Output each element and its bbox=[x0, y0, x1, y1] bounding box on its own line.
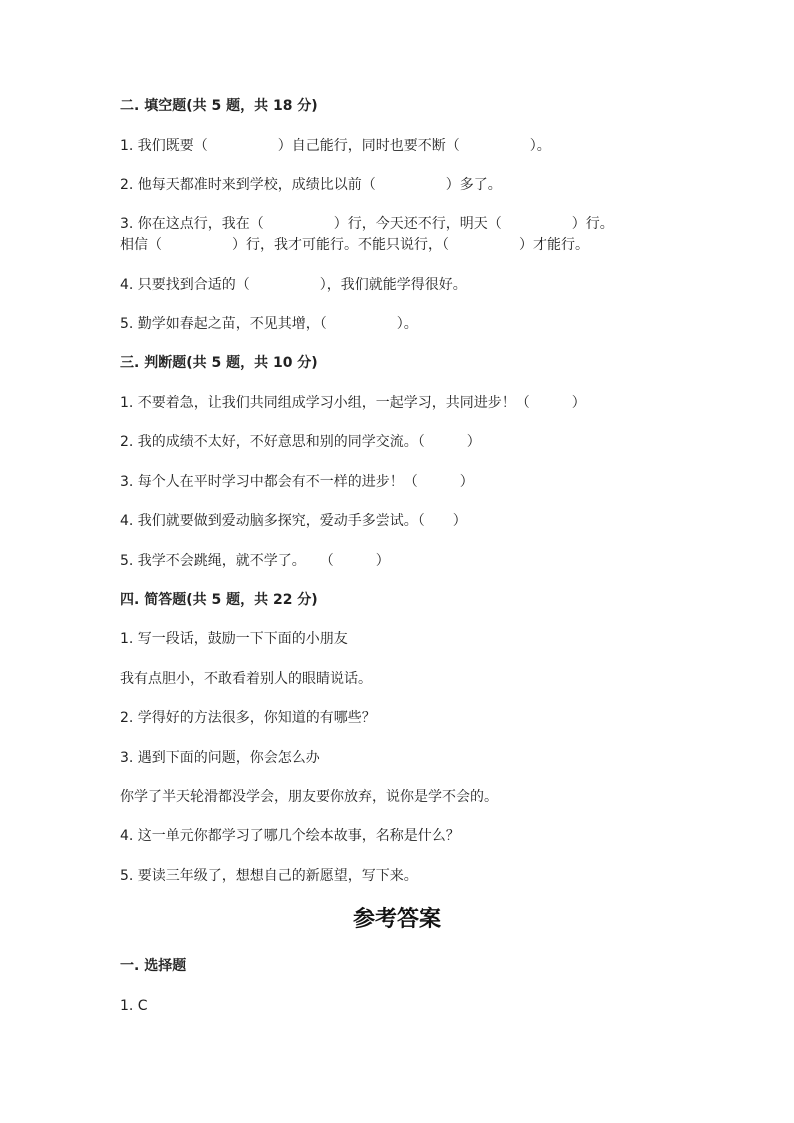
answer-item: 1. C bbox=[120, 998, 148, 1014]
section-heading: 四. 简答题(共 5 题，共 22 分) bbox=[120, 592, 318, 608]
question-item: 2. 我的成绩不太好，不好意思和别的同学交流。（ ） bbox=[120, 434, 481, 450]
question-item: 1. 写一段话，鼓励一下下面的小朋友 bbox=[120, 631, 348, 647]
question-item: 5. 要读三年级了，想想自己的新愿望，写下来。 bbox=[120, 868, 418, 884]
question-item: 5. 勤学如春起之苗，不见其增，（ ）。 bbox=[120, 316, 418, 332]
question-item-continuation: 相信（ ）行，我才可能行。不能只说行，（ ）才能行。 bbox=[120, 237, 589, 253]
answers-title: 参考答案 bbox=[352, 906, 441, 932]
section-heading: 一. 选择题 bbox=[120, 958, 187, 974]
section-heading: 三. 判断题(共 5 题，共 10 分) bbox=[120, 355, 318, 371]
question-item: 3. 遇到下面的问题，你会怎么办 bbox=[120, 750, 320, 766]
question-item: 5. 我学不会跳绳，就不学了。 （ ） bbox=[120, 553, 390, 569]
question-item: 2. 学得好的方法很多，你知道的有哪些？ bbox=[120, 710, 376, 726]
question-item: 4. 这一单元你都学习了哪几个绘本故事，名称是什么？ bbox=[120, 828, 460, 844]
question-item: 4. 我们就要做到爱动脑多探究，爱动手多尝试。（ ） bbox=[120, 513, 467, 529]
question-item: 1. 不要着急，让我们共同组成学习小组，一起学习，共同进步！（ ） bbox=[120, 395, 586, 411]
question-item: 2. 他每天都准时来到学校，成绩比以前（ ）多了。 bbox=[120, 177, 502, 193]
question-text: 我有点胆小，不敢看着别人的眼睛说话。 bbox=[120, 671, 372, 687]
question-item: 4. 只要找到合适的（ ），我们就能学得很好。 bbox=[120, 277, 467, 293]
question-item: 1. 我们既要（ ）自己能行，同时也要不断（ ）。 bbox=[120, 138, 551, 154]
section-heading: 二. 填空题(共 5 题，共 18 分) bbox=[120, 98, 318, 114]
question-text: 你学了半天轮滑都没学会，朋友要你放弃，说你是学不会的。 bbox=[120, 789, 498, 805]
question-item: 3. 你在这点行，我在（ ）行，今天还不行，明天（ ）行。 bbox=[120, 216, 614, 232]
question-item: 3. 每个人在平时学习中都会有不一样的进步！（ ） bbox=[120, 474, 474, 490]
